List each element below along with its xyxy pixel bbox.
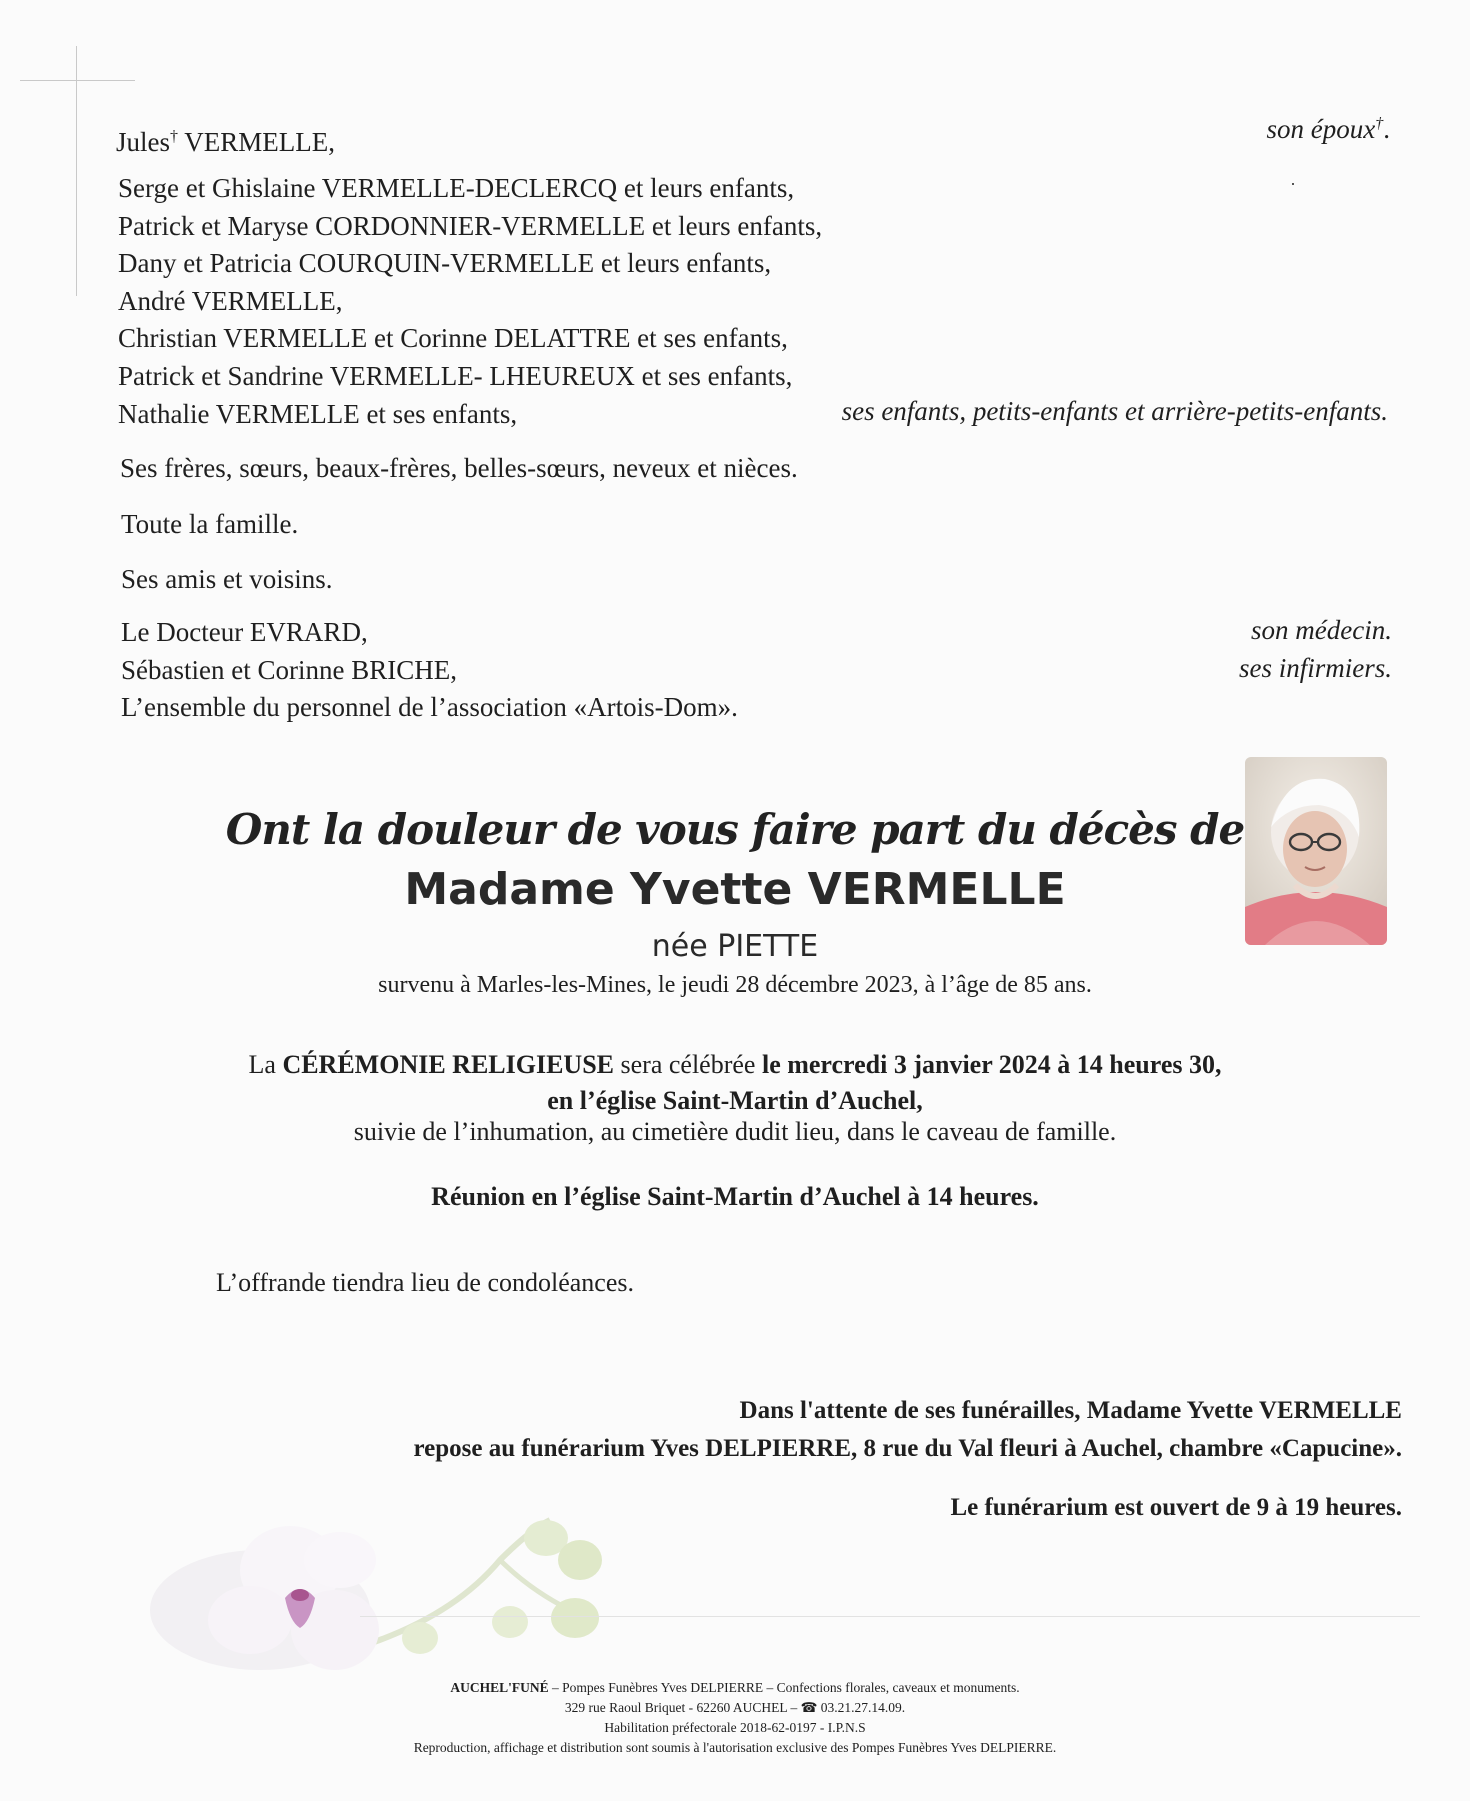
caregiver-entry: Le Docteur EVRARD,: [121, 617, 368, 647]
caregivers-list: [121, 614, 738, 727]
friends-line: Ses amis et voisins.: [121, 564, 333, 594]
siblings-line: Ses frères, sœurs, beaux-frères, belles-sœurs, neveux et nièces.: [120, 453, 798, 483]
caregiver-entry: Sébastien et Corinne BRICHE,: [121, 654, 457, 685]
child-entry: André VERMELLE,: [118, 285, 343, 316]
footer-divider: [360, 1616, 1420, 1617]
funeral-home-info: Dans l'attente de ses funérailles, Madame Yvette VERMELLE repose au funérarium Yves DELPIERRE, 8 rue du Val fleuri à Auchel, chambre «Capucine».: [413, 1397, 1402, 1462]
caregiver-roles: son médecin. ses infirmiers.: [1238, 615, 1392, 683]
children-role: ses enfants, petits-enfants et arrière-petits-enfants.: [841, 396, 1388, 426]
ceremony-line: La CÉRÉMONIE RELIGIEUSE sera célébrée le mercredi 3 janvier 2024 à 14 heures 30,: [248, 1050, 1222, 1079]
crop-mark-vertical: [76, 46, 77, 296]
child-entry: Nathalie VERMELLE et ses enfants,: [118, 398, 518, 429]
caregiver-entry: L’ensemble du personnel de l’association «Artois-Dom».: [121, 692, 738, 723]
crop-mark-horizontal: [20, 80, 135, 81]
funeral-home-hours: Le funérarium est ouvert de 9 à 19 heures.: [950, 1494, 1402, 1521]
deceased-name: Madame Yvette VERMELLE: [404, 864, 1066, 915]
children-list: [118, 170, 822, 433]
meeting-info: Réunion en l’église Saint-Martin d’Auchel à 14 heures.: [431, 1182, 1039, 1211]
orchid-decoration: [150, 1500, 670, 1680]
child-entry: Christian VERMELLE et Corinne DELATTRE et ses enfants,: [118, 323, 788, 354]
speck: [1292, 183, 1294, 185]
footer-company: AUCHEL'FUNÉ – Pompes Funèbres Yves DELPIERRE – Confections florales, caveaux et monuments.: [450, 1680, 1020, 1695]
husband-role: son époux†.: [1266, 114, 1390, 144]
phone-icon: ☎: [800, 1700, 818, 1715]
announcement-heading: Ont la douleur de vous faire part du décès de: [225, 805, 1245, 854]
maiden-name: née PIETTE: [651, 929, 819, 964]
child-entry: Dany et Patricia COURQUIN-VERMELLE et leurs enfants,: [118, 248, 772, 279]
footer-rights: Reproduction, affichage et distribution sont soumis à l'autorisation exclusive des Pompes Funèbres Yves DELPIERRE.: [413, 1740, 1057, 1755]
footer-license: Habilitation préfectorale 2018-62-0197 - I.P.N.S: [604, 1720, 866, 1735]
husband-line: Jules† VERMELLE,: [116, 127, 335, 157]
ceremony-place: en l’église Saint-Martin d’Auchel,: [547, 1086, 923, 1115]
child-entry: Serge et Ghislaine VERMELLE-DECLERCQ et leurs enfants,: [118, 173, 795, 203]
burial-info: suivie de l’inhumation, au cimetière dudit lieu, dans le caveau de famille.: [353, 1117, 1117, 1146]
death-info: survenu à Marles-les-Mines, le jeudi 28 décembre 2023, à l’âge de 85 ans.: [378, 972, 1092, 998]
offering-line: L’offrande tiendra lieu de condoléances.: [216, 1268, 634, 1297]
footer-address: 329 rue Raoul Briquet - 62260 AUCHEL – ☎ 03.21.27.14.09.: [564, 1700, 906, 1715]
child-entry: Patrick et Sandrine VERMELLE- LHEUREUX et ses enfants,: [118, 360, 793, 391]
family-line: Toute la famille.: [121, 509, 299, 539]
child-entry: Patrick et Maryse CORDONNIER-VERMELLE et leurs enfants,: [118, 210, 823, 241]
